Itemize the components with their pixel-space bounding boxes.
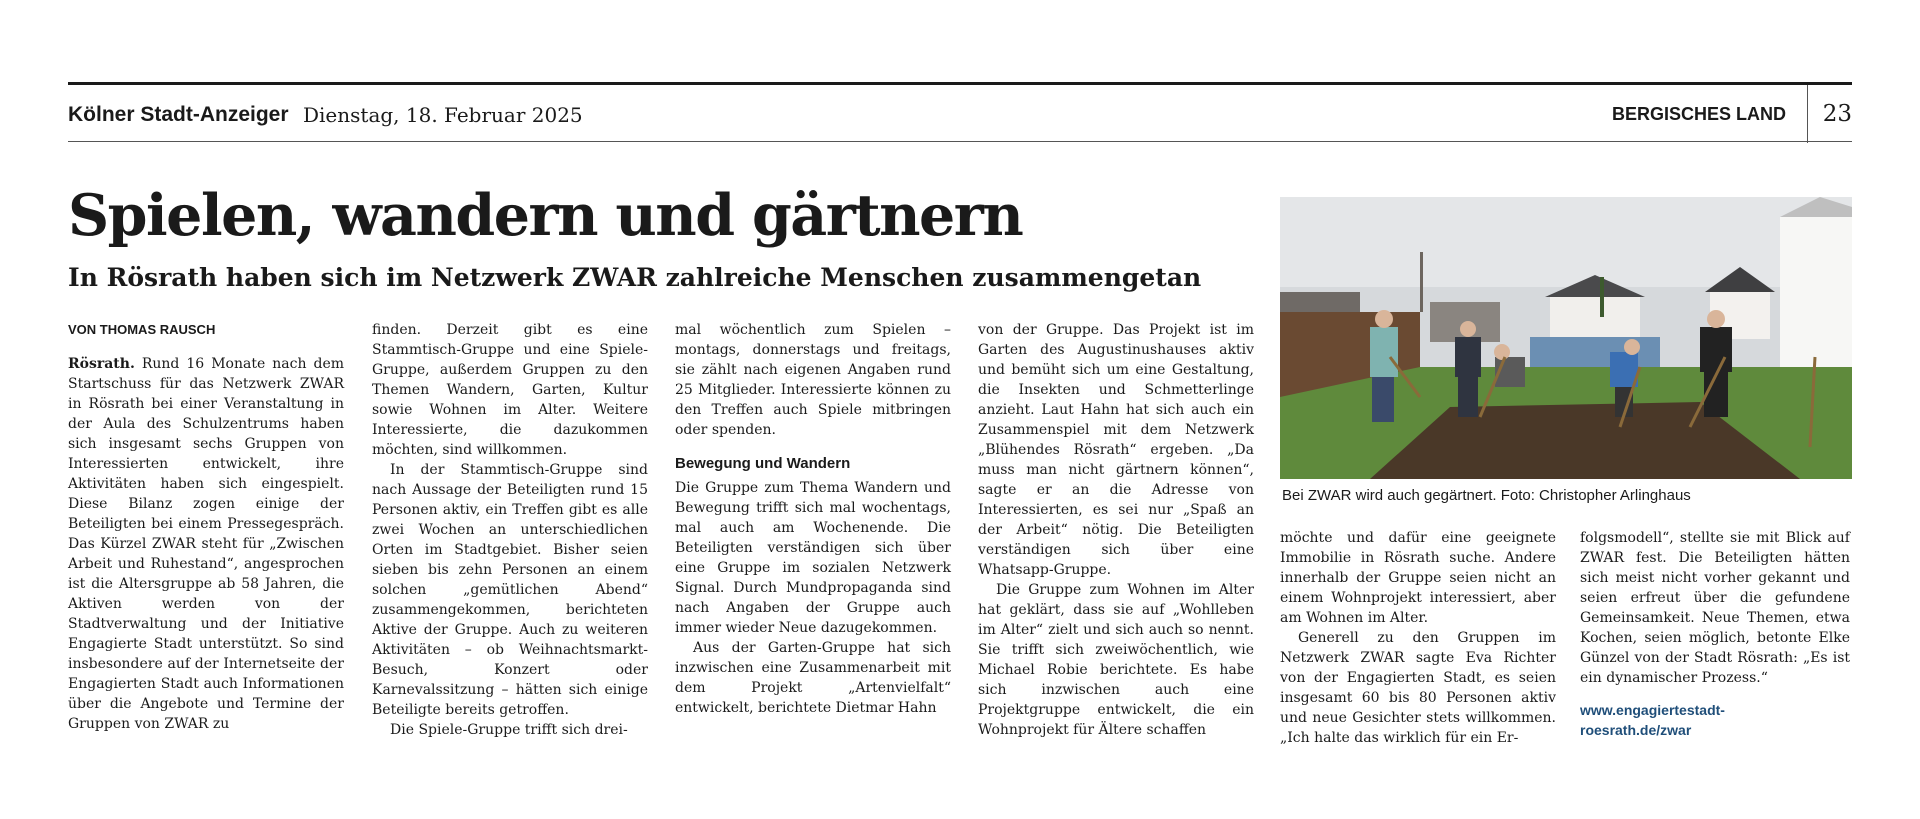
issue-date: Dienstag, 18. Februar 2025 (303, 103, 583, 127)
header-divider (1807, 85, 1808, 143)
article-subhead: In Rösrath haben sich im Netzwerk ZWAR zahlreiche Menschen zusammengetan (68, 263, 1202, 292)
website-link-line-1[interactable]: www.engagiertestadt- (1580, 702, 1725, 718)
paragraph: folgsmodell“, stellte sie mit Blick auf ZWAR fest. Die Beteiligten hätten sich meist nicht vorher gekannt und seien erfreut über die gefundene Gemeinsamkeit. Neue Themen, etwa Kochen, seien möglich, betonte Elke Günzel von der Stadt Rösrath: „Es ist ein dynamischer Prozess.“ (1580, 530, 1850, 686)
paragraph (68, 354, 344, 734)
page-header (68, 82, 1852, 142)
paragraph: möchte und dafür eine geeignete Immobilie in Rösrath suche. Andere innerhalb der Gruppe seien nicht an einem Wohnprojekt interessiert, aber am Wohnen im Alter. (1280, 530, 1556, 626)
article-photo (1280, 197, 1852, 479)
paragraph-text: Rund 16 Monate nach dem Startschuss für das Netzwerk ZWAR in Rösrath bei einer Veranstaltung in der Aula des Schulzentrums haben sich insgesamt sechs Gruppen von Interessierten entwickelt, ihre Aktivitäten haben sich eingespielt. Diese Bilanz zogen einige der Beteiligten bei einem Pressegespräch. Das Kürzel ZWAR steht für „Zwischen Arbeit und Ruhestand“, angesprochen ist die Altersgruppe ab 58 Jahren, die Aktiven werden von der Stadtverwaltung und der Initiative Engagierte Stadt unterstützt. So sind insbesondere auf der Internetseite der Engagierten Stadt auch Informationen über die Angebote und Termine der Gruppen von ZWAR zu (68, 356, 345, 732)
column-6 (1580, 528, 1850, 740)
column-1 (68, 354, 344, 734)
section-subheading: Bewegung und Wandern (675, 455, 851, 472)
paragraph: Generell zu den Gruppen im Netzwerk ZWAR sagte Eva Richter von der Engagierten Stadt, es seien insgesamt 60 bis 80 Personen aktiv und neue Gesichter stets willkommen. „Ich halte das wirklich für ein Er- (1280, 630, 1556, 746)
paragraph: Die Gruppe zum Thema Wandern und Bewegung trifft sich mal wochentags, mal auch am Wochenende. Die Beteiligten verständigen sich über eine Gruppe im sozialen Netzwerk Signal. Durch Mundpropaganda sind nach Angaben der Gruppe auch immer wieder Neue dazugekommen. (675, 480, 951, 636)
byline: VON THOMAS RAUSCH (68, 322, 216, 337)
column-4 (978, 320, 1254, 740)
section-name: BERGISCHES LAND (1611, 104, 1786, 124)
paragraph: Die Spiele-Gruppe trifft sich drei- (390, 722, 628, 738)
article-headline: Spielen, wandern und gärtnern (68, 182, 1023, 249)
column-2 (372, 320, 648, 740)
paragraph: Die Gruppe zum Wohnen im Alter hat geklärt, dass sie auf „Wohlleben im Alter“ zielt und sich auch so nennt. Sie trifft sich zweiwöchentlich, wie Michael Robie berichtete. Es habe sich inzwischen auch eine Projektgruppe entwickelt, die ein Wohnprojekt für Ältere schaffen (978, 582, 1254, 738)
column-5 (1280, 528, 1556, 748)
paragraph: In der Stammtisch-Gruppe sind nach Aussage der Beteiligten rund 15 Personen aktiv, ein Treffen gibt es alle zwei Wochen an unterschiedlichen Orten im Stadtgebiet. Bisher seien sieben bis zehn Personen an einem solchen „gemütlichen Abend“ zusammengekommen, berichteten Aktive der Gruppe. Auch zu weiteren Aktivitäten – ob Weihnachtsmarkt-Besuch, Konzert oder Karnevalssitzung – hätten sich einige Beteiligte bereits getroffen. (372, 462, 648, 718)
paragraph: finden. Derzeit gibt es eine Stammtisch-Gruppe und eine Spiele-Gruppe, außerdem Gruppen zu den Themen Wandern, Garten, Kultur sowie Wohnen im Alter. Weitere Interessierte, die dazukommen möchten, sind willkommen. (372, 322, 648, 458)
paragraph: von der Gruppe. Das Projekt ist im Garten des Augustinushauses aktiv und bemüht sich um eine Gestaltung, die Insekten und Schmetterlinge anzieht. Laut Hahn hat sich auch ein Zusammenspiel mit dem Netzwerk „Blühendes Rösrath“ ergeben. „Da muss man nicht gärtnern können“, sagte er an die Adresse von Interessierten, es sei nur „Spaß an der Arbeit“ nötig. Die Beteiligten verständigen sich über eine Whatsapp-Gruppe. (978, 322, 1254, 578)
paragraph: Aus der Garten-Gruppe hat sich inzwischen eine Zusammenarbeit mit dem Projekt „Artenvielfalt“ entwickelt, berichtete Dietmar Hahn (675, 640, 951, 716)
photo-caption: Bei ZWAR wird auch gegärtnert. Foto: Christopher Arlinghaus (1282, 487, 1691, 504)
dateline: Rösrath. (68, 356, 135, 372)
column-3 (675, 320, 951, 718)
masthead: Kölner Stadt-Anzeiger (68, 103, 289, 126)
page-number: 23 (1822, 101, 1852, 127)
website-link[interactable] (1580, 700, 1850, 740)
website-link-line-2[interactable]: roesrath.de/zwar (1580, 722, 1692, 738)
garden-photo-illustration (1280, 197, 1852, 479)
paragraph: mal wöchentlich zum Spielen – montags, donnerstags und freitags, sie zählt nach eigenen Angaben rund 25 Mitglieder. Interessierte können zu den Treffen auch Spiele mitbringen oder spenden. (675, 322, 951, 438)
